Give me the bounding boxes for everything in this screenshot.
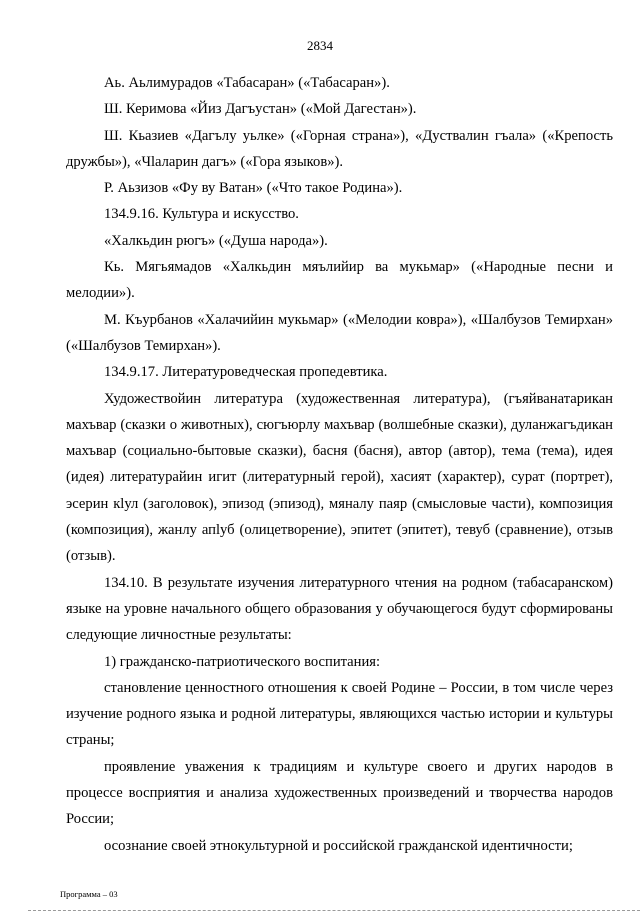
paragraph-author-kaziev: Ш. Кьазиев «Дагълу уьлке» («Горная страна»), «Дуствалин гъала» («Крепость дружбы»), «Чlаларин дагъ» («Гора языков»).	[66, 127, 613, 170]
paragraph-literary-terms: Художествойин литература (художественная литература), (гъяйванатарикан махъвар (сказки о животных), сюгъюрлу махъвар (волшебные сказки), дуланжагъдикан махъвар (социально-бытовые сказки), басня (басня), автор (автор), тема (тема), идея (идея) литературайин игит (литературный герой), хасият (характер), сурат (портрет), эсерин кlул (заголовок), эпизод (эпизод), мяналу паяр (смысловые части), композиция (композиция), жанлу апlуб (олицетворение), эпитет (эпитет), тевуб (сравнение), отзыв (отзыв).	[66, 390, 613, 565]
section-heading-culture: 134.9.16. Культура и искусство.	[104, 206, 299, 223]
section-heading-results: 134.10. В результате изучения литературного чтения на родном (табасаранском) языке на уровне начального общего образования у обучающегося будут сформированы следующие личностные результаты:	[66, 574, 613, 644]
paragraph-author-kerimova: Ш. Керимова «Йиз Дагъустан» («Мой Дагестан»).	[104, 101, 417, 118]
list-item-civic-patriotic: 1) гражданско-патриотического воспитания:	[104, 653, 381, 670]
paragraph-respect-traditions: проявление уважения к традициям и культуре своего и других народов в процессе восприятия и анализа художественных произведений и творчества народов России;	[66, 758, 613, 828]
section-heading-propaedeutics: 134.9.17. Литературоведческая пропедевтика.	[104, 364, 388, 381]
paragraph-value-attitude: становление ценностного отношения к своей Родине – России, в том числе через изучение родного языка и родной литературы, являющихся частью истории и культуры страны;	[66, 679, 613, 749]
paragraph-identity: осознание своей этнокультурной и российской гражданской идентичности;	[104, 837, 573, 854]
page-number: 2834	[307, 38, 333, 53]
paragraph-author-azizov: Р. Аьзизов «Фу ву Ватан» («Что такое Родина»).	[104, 180, 403, 197]
paragraph-soul-of-people: «Халкьдин рюгъ» («Душа народа»).	[104, 232, 328, 249]
paragraph-author-alimuradov: Аь. Аьлимурадов «Табасаран» («Табасаран»).	[104, 75, 390, 91]
scan-edge-line	[28, 910, 640, 911]
footer-program-label: Программа – 03	[60, 889, 118, 899]
paragraph-author-kurbanov: М. Къурбанов «Халачийин мукьмар» («Мелодии ковра»), «Шалбузов Темирхан» («Шалбузов Темирхан»).	[66, 311, 613, 354]
paragraph-author-magyamadov: Кь. Мягьямадов «Халкьдин мяълийир ва мукьмар» («Народные песни и мелодии»).	[66, 259, 613, 302]
document-body	[66, 70, 613, 859]
